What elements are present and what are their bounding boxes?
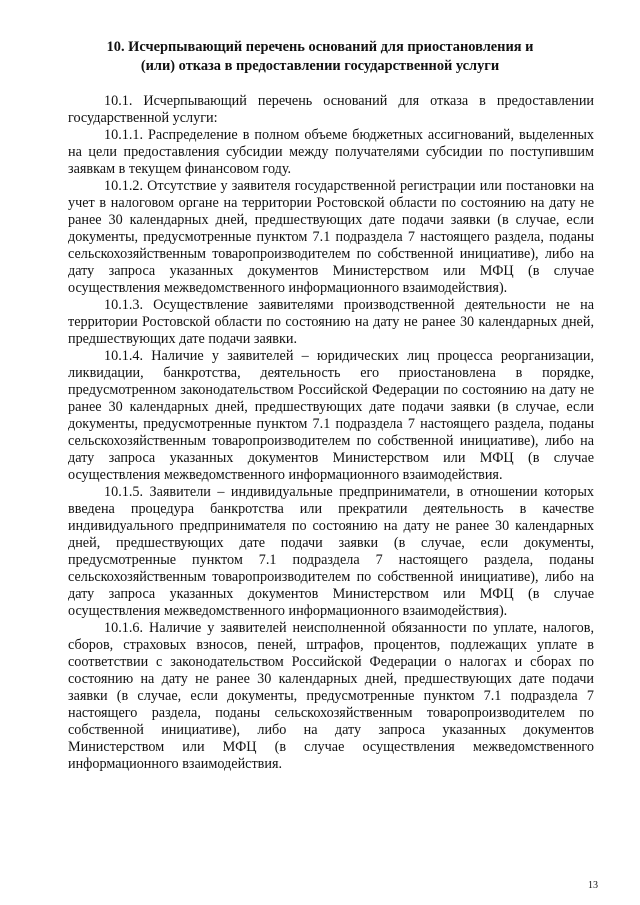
- section-title: 10. Исчерпывающий перечень оснований для приостановления и (или) отказа в предоставлении государственной услуги: [106, 39, 534, 74]
- paragraph-10-1-5: 10.1.5. Заявители – индивидуальные предприниматели, в отношении которых введена процедура банкротства или прекратили деятельность в качестве индивидуального предпринимателя по состоянию на дату не ранее 30 календарных дней, предшествующих дате подачи заявки (в случае, если документы, предусмотренные пунктом 7.1 подраздела 7 настоящего раздела, поданы сельскохозяйственным товаропроизводителем по собственной инициативе), либо на дату запроса указанных документов Министерством или МФЦ (в случае осуществления межведомственного информационного взаимодействия).: [68, 484, 594, 619]
- page-number: 13: [588, 880, 598, 891]
- paragraph-10-1-4: 10.1.4. Наличие у заявителей – юридических лиц процесса реорганизации, ликвидации, банкротства, деятельность его приостановлена в порядке, предусмотренном законодательством Российской Федерации по состоянию на дату не ранее 30 календарных дней, предшествующих дате подачи заявки (в случае, если документы, предусмотренные пунктом 7.1 подраздела 7 настоящего раздела, поданы сельскохозяйственным товаропроизводителем по собственной инициативе), либо на дату запроса указанных документов Министерством или МФЦ (в случае осуществления межведомственного информационного взаимодействия.: [68, 348, 594, 483]
- paragraph-10-1: 10.1. Исчерпывающий перечень оснований для отказа в предоставлении государственной услуги:: [68, 93, 594, 126]
- paragraph-10-1-2: 10.1.2. Отсутствие у заявителя государственной регистрации или постановки на учет в налоговом органе на территории Ростовской области по состоянию на дату не ранее 30 календарных дней, предшествующих дате подачи заявки (в случае, если документы, предусмотренные пунктом 7.1 подраздела 7 настоящего раздела, поданы сельскохозяйственным товаропроизводителем по собственной инициативе), либо на дату запроса указанных документов Министерством или МФЦ (в случае осуществления межведомственного информационного взаимодействия).: [68, 178, 594, 296]
- paragraph-10-1-3: 10.1.3. Осуществление заявителями производственной деятельности не на территории Ростовской области по состоянию на дату не ранее 30 календарных дней, предшествующих дате подачи заявки.: [68, 297, 594, 347]
- paragraph-10-1-1: 10.1.1. Распределение в полном объеме бюджетных ассигнований, выделенных на цели предоставления субсидии между получателями субсидии по поступившим заявкам в текущем финансовом году.: [68, 127, 594, 177]
- document-body: [68, 93, 594, 773]
- paragraph-10-1-6: 10.1.6. Наличие у заявителей неисполненной обязанности по уплате, налогов, сборов, страховых взносов, пеней, штрафов, процентов, подлежащих уплате в соответствии с законодательством Российской Федерации о налогах и сборах по состоянию на дату не ранее 30 календарных дней, предшествующих дате подачи заявки (в случае, если документы, предусмотренные пунктом 7.1 подраздела 7 настоящего раздела, поданы сельскохозяйственным товаропроизводителем по собственной инициативе), либо на дату запроса указанных документов Министерством или МФЦ (в случае осуществления межведомственного информационного взаимодействия.: [68, 620, 594, 772]
